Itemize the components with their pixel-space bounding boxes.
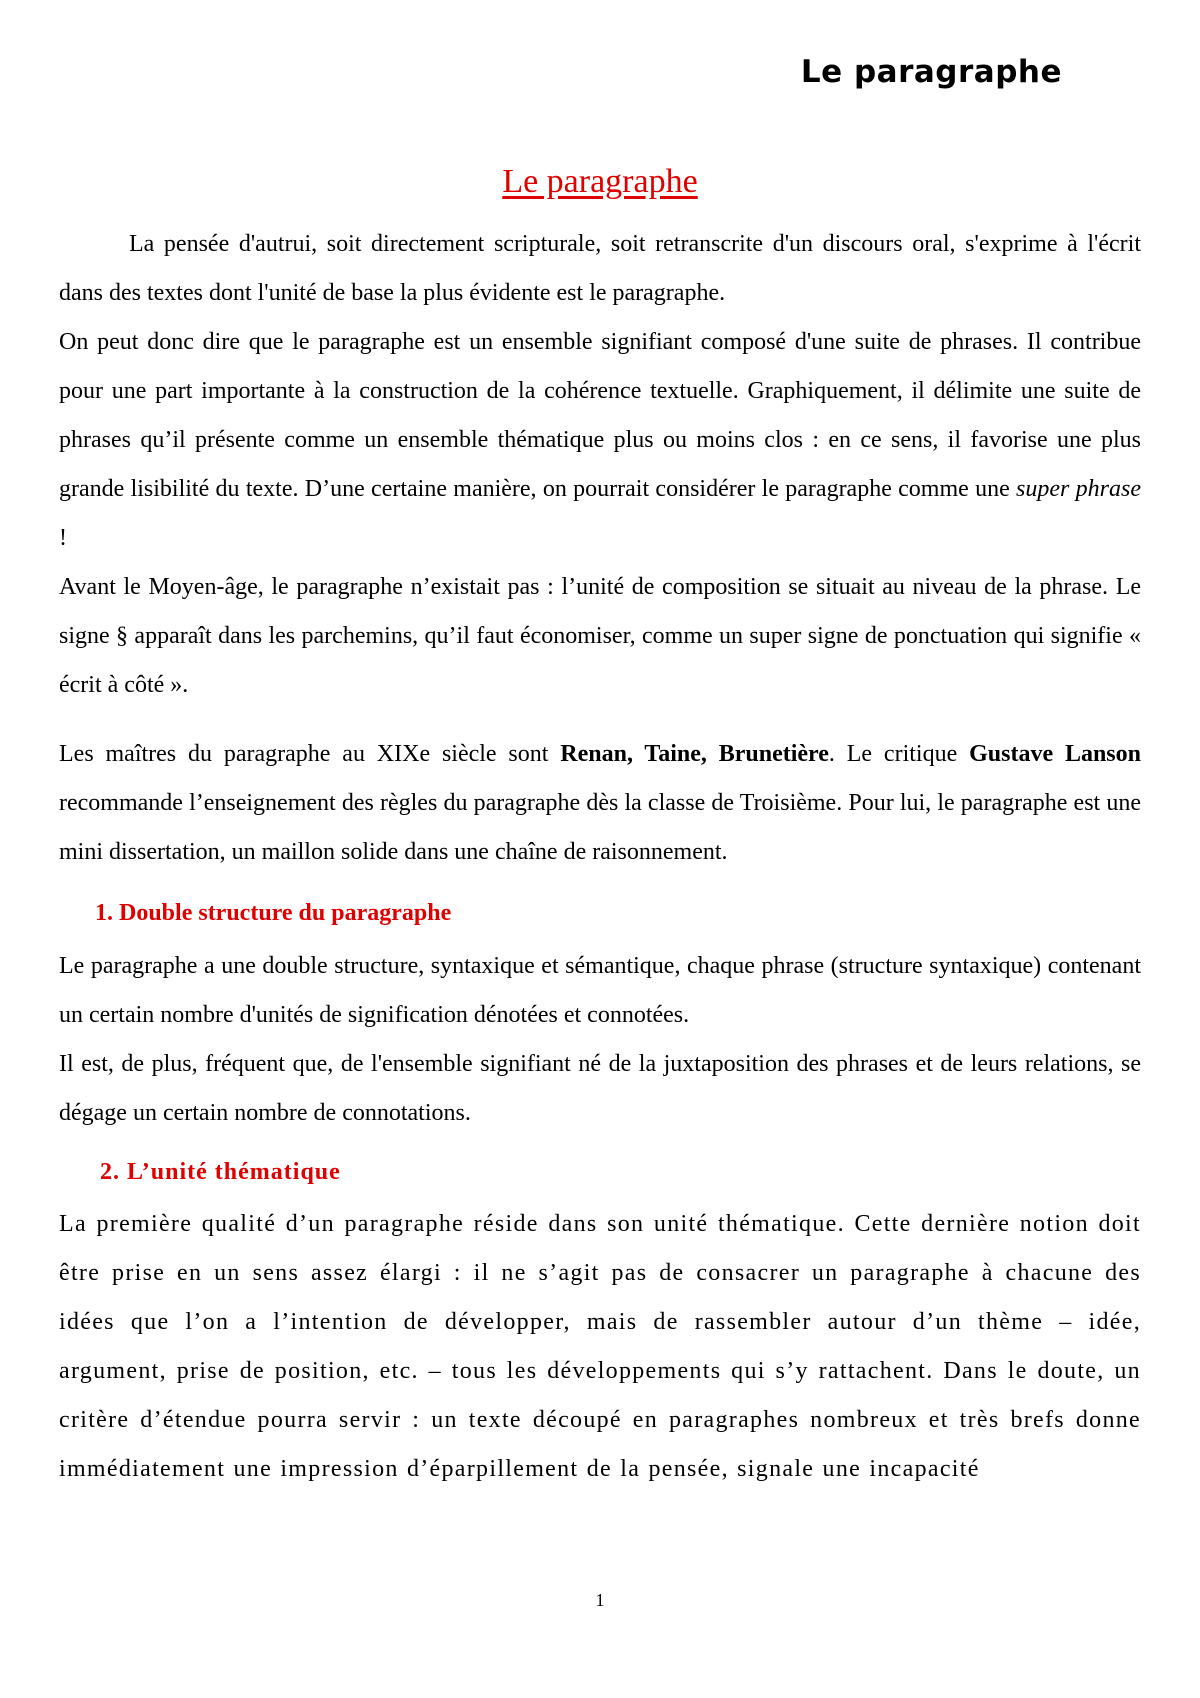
masters-text-3: recommande l’enseignement des règles du paragraphe dès la classe de Troisième. Pour lui, le paragraphe est une mini dissertation, un maillon solide dans une chaîne de raisonnement. (59, 790, 1141, 865)
running-header: Le paragraphe (800, 54, 1062, 90)
masters-text-2: . Le critique (828, 741, 970, 767)
intro-paragraph-1: La pensée d'autrui, soit directement scripturale, soit retranscrite d'un discours oral, s'exprime à l'écrit dans des textes dont l'unité de base la plus évidente est le paragraphe. (59, 231, 1141, 306)
section-1-paragraph-2: Il est, de plus, fréquent que, de l'ensemble signifiant né de la juxtaposition des phrases et de leurs relations, se dégage un certain nombre de connotations. (59, 1051, 1141, 1126)
masters-text-1: Les maîtres du paragraphe au XIXe siècle sont (59, 741, 561, 767)
intro-paragraph-2-end: ! (59, 525, 67, 551)
intro-paragraph-2 (59, 318, 1141, 563)
section-2-body (59, 1200, 1141, 1494)
page-number: 1 (595, 1590, 605, 1610)
section-1-body (59, 942, 1141, 1138)
masters-section (59, 730, 1141, 877)
intro-paragraph-2-text: On peut donc dire que le paragraphe est un ensemble signifiant composé d'une suite de phrases. Il contribue pour une part importante à la construction de la cohérence textuelle. Graphiquement, il délimite une suite de phrases qu’il présente comme un ensemble thématique plus ou moins clos : en ce sens, il favorise une plus grande lisibilité du texte. D’une certaine manière, on pourrait considérer le paragraphe comme une (59, 329, 1141, 502)
lanson-name: Gustave Lanson (969, 741, 1141, 767)
section-1-paragraph-1: Le paragraphe a une double structure, syntaxique et sémantique, chaque phrase (structure syntaxique) contenant un certain nombre d'unités de signification dénotées et connotées. (59, 953, 1141, 1028)
intro-section (59, 220, 1141, 710)
section-1-heading: 1. Double structure du paragraphe (95, 900, 452, 926)
document-title: Le paragraphe (502, 163, 698, 200)
intro-paragraph-3: Avant le Moyen-âge, le paragraphe n’existait pas : l’unité de composition se situait au niveau de la phrase. Le signe § apparaît dans les parchemins, qu’il faut économiser, comme un super signe de ponctuation qui signifie « écrit à côté ». (59, 574, 1141, 698)
masters-paragraph (59, 730, 1141, 877)
masters-names: Renan, Taine, Brunetière (560, 741, 829, 767)
super-phrase-italic: super phrase (1016, 476, 1142, 502)
section-2-heading: 2. L’unité thématique (100, 1159, 341, 1185)
section-2-paragraph-1: La première qualité d’un paragraphe réside dans son unité thématique. Cette dernière notion doit être prise en un sens assez élargi : il ne s’agit pas de consacrer un paragraphe à chacune des idées que l’on a l’intention de développer, mais de rassembler autour d’un thème – idée, argument, prise de position, etc. – tous les développements qui s’y rattachent. Dans le doute, un critère d’étendue pourra servir : un texte découpé en paragraphes nombreux et très brefs donne immédiatement une impression d’éparpillement de la pensée, signale une incapacité (59, 1211, 1141, 1482)
